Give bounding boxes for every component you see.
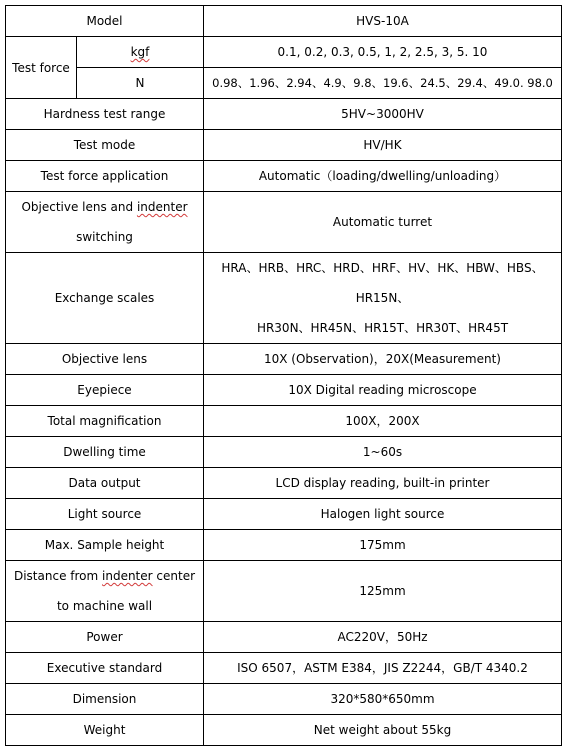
- objective-lens-value: 10X (Observation)，20X(Measurement): [204, 344, 562, 375]
- row-total-magnification: [6, 406, 562, 437]
- row-distance: [6, 561, 562, 622]
- exchange-scales-value: [204, 253, 562, 344]
- exchange-scales-line2: HR30N、HR45N、HR15T、HR30T、HR45T: [256, 321, 509, 335]
- force-application-label: Test force application: [6, 161, 204, 192]
- row-light-source: [6, 499, 562, 530]
- row-power: [6, 622, 562, 653]
- lens-switching-label-a: Objective lens and: [21, 200, 137, 214]
- row-model: [6, 6, 562, 37]
- dimension-label: Dimension: [6, 684, 204, 715]
- row-weight: [6, 715, 562, 746]
- row-test-force-n: [6, 68, 562, 99]
- power-label: Power: [6, 622, 204, 653]
- model-label: Model: [6, 6, 204, 37]
- distance-label-line2: to machine wall: [56, 599, 153, 613]
- max-sample-height-label: Max. Sample height: [6, 530, 204, 561]
- light-source-label: Light source: [6, 499, 204, 530]
- lens-switching-label: [6, 192, 204, 253]
- dwelling-time-value: 1~60s: [204, 437, 562, 468]
- hardness-range-label: Hardness test range: [6, 99, 204, 130]
- light-source-value: Halogen light source: [204, 499, 562, 530]
- executive-standard-label: Executive standard: [6, 653, 204, 684]
- test-mode-label: Test mode: [6, 130, 204, 161]
- eyepiece-value: 10X Digital reading microscope: [204, 375, 562, 406]
- kgf-unit-text: kgf: [130, 45, 150, 59]
- lens-switching-value: Automatic turret: [204, 192, 562, 253]
- dimension-value: 320*580*650mm: [204, 684, 562, 715]
- row-test-force-kgf: [6, 37, 562, 68]
- test-force-label: Test force: [6, 37, 77, 99]
- n-value: 0.98、1.96、2.94、4.9、9.8、19.6、24.5、29.4、49.0. 98.0: [204, 68, 562, 99]
- force-application-value: Automatic（loading/dwelling/unloading）: [204, 161, 562, 192]
- row-executive-standard: [6, 653, 562, 684]
- weight-label: Weight: [6, 715, 204, 746]
- exchange-scales-label: Exchange scales: [6, 253, 204, 344]
- row-max-sample-height: [6, 530, 562, 561]
- row-exchange-scales: [6, 253, 562, 344]
- objective-lens-label: Objective lens: [6, 344, 204, 375]
- distance-label: [6, 561, 204, 622]
- distance-label-a: Distance from: [13, 569, 103, 583]
- data-output-value: LCD display reading, built-in printer: [204, 468, 562, 499]
- max-sample-height-value: 175mm: [204, 530, 562, 561]
- test-mode-value: HV/HK: [204, 130, 562, 161]
- n-unit: N: [77, 68, 204, 99]
- power-value: AC220V，50Hz: [204, 622, 562, 653]
- weight-value: Net weight about 55kg: [204, 715, 562, 746]
- eyepiece-label: Eyepiece: [6, 375, 204, 406]
- dwelling-time-label: Dwelling time: [6, 437, 204, 468]
- row-hardness-range: [6, 99, 562, 130]
- exchange-scales-line1: HRA、HRB、HRC、HRD、HRF、HV、HK、HBW、HBS、HR15N、: [221, 261, 544, 305]
- row-dimension: [6, 684, 562, 715]
- total-magnification-value: 100X，200X: [204, 406, 562, 437]
- row-force-application: [6, 161, 562, 192]
- row-eyepiece: [6, 375, 562, 406]
- row-data-output: [6, 468, 562, 499]
- distance-label-c: center: [152, 569, 196, 583]
- spec-table: [5, 5, 562, 746]
- row-test-mode: [6, 130, 562, 161]
- row-objective-lens: [6, 344, 562, 375]
- executive-standard-value: ISO 6507，ASTM E384，JIS Z2244，GB/T 4340.2: [204, 653, 562, 684]
- lens-switching-label-line2: switching: [76, 230, 133, 244]
- hardness-range-value: 5HV~3000HV: [204, 99, 562, 130]
- data-output-label: Data output: [6, 468, 204, 499]
- distance-label-b: indenter: [102, 569, 153, 583]
- kgf-value: 0.1, 0.2, 0.3, 0.5, 1, 2, 2.5, 3, 5. 10: [204, 37, 562, 68]
- row-lens-switching: [6, 192, 562, 253]
- distance-value: 125mm: [204, 561, 562, 622]
- row-dwelling-time: [6, 437, 562, 468]
- lens-switching-label-b: indenter: [136, 200, 188, 214]
- kgf-unit: [77, 37, 204, 68]
- total-magnification-label: Total magnification: [6, 406, 204, 437]
- model-value: HVS-10A: [204, 6, 562, 37]
